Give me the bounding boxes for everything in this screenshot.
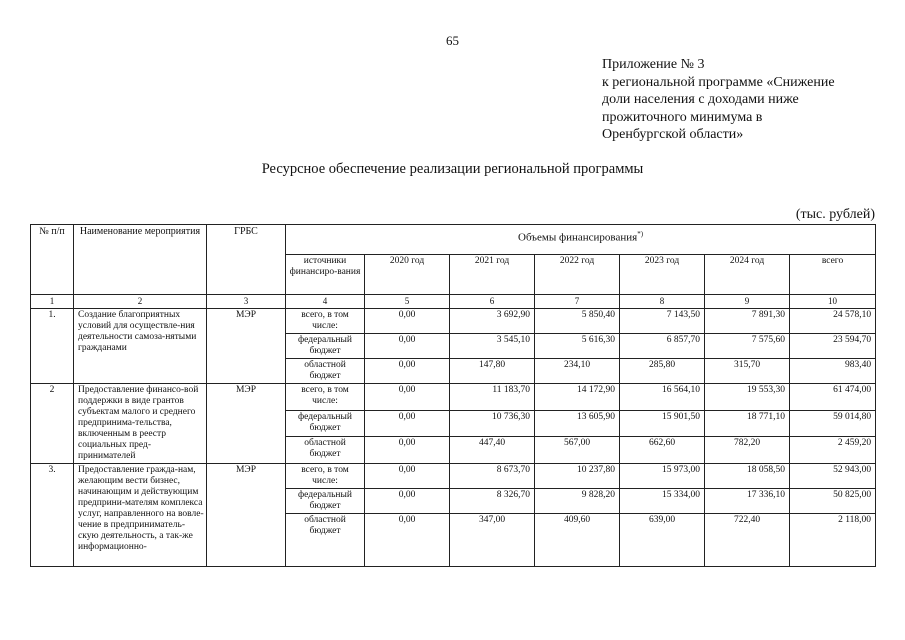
row-grbs: МЭР bbox=[207, 384, 286, 464]
document-title: Ресурсное обеспечение реализации региональной программы bbox=[261, 161, 644, 177]
row-value: 3 692,90 bbox=[450, 309, 535, 334]
header-sources: источники финансиро-вания bbox=[286, 255, 365, 295]
row-value: 0,00 bbox=[365, 514, 450, 567]
row-value: 2 118,00 bbox=[790, 514, 876, 567]
row-value: 14 172,90 bbox=[535, 384, 620, 411]
appendix-line: к региональной программе «Снижение bbox=[602, 74, 835, 90]
row-number: 3. bbox=[31, 464, 74, 567]
row-source: всего, в том числе: bbox=[286, 309, 365, 334]
row-value: 7 575,60 bbox=[705, 334, 790, 359]
row-value: 0,00 bbox=[365, 309, 450, 334]
row-value: 639,00 bbox=[620, 514, 705, 567]
header-year: 2020 год bbox=[365, 255, 450, 295]
row-value: 8 326,70 bbox=[450, 489, 535, 514]
row-source: областной бюджет bbox=[286, 514, 365, 567]
col-number: 9 bbox=[705, 295, 790, 309]
row-name: Предоставление финансо-вой поддержки в виде грантов субъектам малого и среднего предпринима-тельства, включенным в реестр социальных пред-принимателей bbox=[74, 384, 207, 464]
row-value: 234,10 bbox=[535, 359, 620, 384]
header-year: 2021 год bbox=[450, 255, 535, 295]
header-total: всего bbox=[790, 255, 876, 295]
row-value: 3 545,10 bbox=[450, 334, 535, 359]
row-source: федеральный бюджет bbox=[286, 410, 365, 437]
row-value: 13 605,90 bbox=[535, 410, 620, 437]
row-value: 0,00 bbox=[365, 464, 450, 489]
header-year: 2023 год bbox=[620, 255, 705, 295]
header-volumes-mark: *) bbox=[637, 230, 644, 238]
row-value: 0,00 bbox=[365, 410, 450, 437]
row-source: областной бюджет bbox=[286, 359, 365, 384]
row-value: 409,60 bbox=[535, 514, 620, 567]
row-value: 0,00 bbox=[365, 437, 450, 464]
row-value: 19 553,30 bbox=[705, 384, 790, 411]
row-value: 16 564,10 bbox=[620, 384, 705, 411]
header-num: № п/п bbox=[31, 225, 74, 295]
row-value: 285,80 bbox=[620, 359, 705, 384]
row-value: 50 825,00 bbox=[790, 489, 876, 514]
table-row bbox=[31, 384, 876, 411]
row-value: 662,60 bbox=[620, 437, 705, 464]
row-number: 1. bbox=[31, 309, 74, 384]
row-value: 24 578,10 bbox=[790, 309, 876, 334]
col-number: 3 bbox=[207, 295, 286, 309]
header-volumes-label: Объемы финансирования bbox=[518, 231, 638, 244]
row-grbs: МЭР bbox=[207, 464, 286, 567]
table-row bbox=[31, 309, 876, 334]
col-number: 1 bbox=[31, 295, 74, 309]
row-value: 5 616,30 bbox=[535, 334, 620, 359]
row-value: 147,80 bbox=[450, 359, 535, 384]
row-source: федеральный бюджет bbox=[286, 489, 365, 514]
row-name: Предоставление гражда-нам, желающим вести бизнес, начинающим и действующим предприни-мателям комплекса услуг, направленного на вовле-чение в предприниматель-скую деятельность, а так-же информационно- bbox=[74, 464, 207, 567]
row-value: 0,00 bbox=[365, 334, 450, 359]
appendix-line: Приложение № 3 bbox=[602, 57, 705, 72]
appendix-block bbox=[602, 56, 892, 144]
row-value: 347,00 bbox=[450, 514, 535, 567]
row-value: 18 058,50 bbox=[705, 464, 790, 489]
row-value: 17 336,10 bbox=[705, 489, 790, 514]
row-value: 2 459,20 bbox=[790, 437, 876, 464]
page-number: 65 bbox=[446, 33, 459, 48]
header-name: Наименование мероприятия bbox=[74, 225, 207, 295]
header-grbs: ГРБС bbox=[207, 225, 286, 295]
row-value: 315,70 bbox=[705, 359, 790, 384]
row-value: 447,40 bbox=[450, 437, 535, 464]
row-source: областной бюджет bbox=[286, 437, 365, 464]
row-grbs: МЭР bbox=[207, 309, 286, 384]
col-number: 6 bbox=[450, 295, 535, 309]
row-value: 722,40 bbox=[705, 514, 790, 567]
row-value: 983,40 bbox=[790, 359, 876, 384]
row-value: 0,00 bbox=[365, 384, 450, 411]
col-number: 8 bbox=[620, 295, 705, 309]
col-number: 4 bbox=[286, 295, 365, 309]
row-source: всего, в том числе: bbox=[286, 384, 365, 411]
row-value: 61 474,00 bbox=[790, 384, 876, 411]
table-row bbox=[31, 464, 876, 489]
row-value: 782,20 bbox=[705, 437, 790, 464]
col-number: 7 bbox=[535, 295, 620, 309]
appendix-line: прожиточного минимума в bbox=[602, 109, 763, 125]
header-year: 2024 год bbox=[705, 255, 790, 295]
row-value: 567,00 bbox=[535, 437, 620, 464]
resource-table bbox=[30, 224, 876, 567]
header-row bbox=[31, 225, 876, 255]
column-number-row bbox=[31, 295, 876, 309]
row-value: 0,00 bbox=[365, 489, 450, 514]
row-value: 0,00 bbox=[365, 359, 450, 384]
row-value: 59 014,80 bbox=[790, 410, 876, 437]
row-value: 15 973,00 bbox=[620, 464, 705, 489]
row-value: 23 594,70 bbox=[790, 334, 876, 359]
row-value: 10 237,80 bbox=[535, 464, 620, 489]
row-value: 6 857,70 bbox=[620, 334, 705, 359]
row-value: 9 828,20 bbox=[535, 489, 620, 514]
row-value: 8 673,70 bbox=[450, 464, 535, 489]
units-label: (тыс. рублей) bbox=[795, 207, 875, 222]
header-year: 2022 год bbox=[535, 255, 620, 295]
row-value: 7 143,50 bbox=[620, 309, 705, 334]
row-value: 5 850,40 bbox=[535, 309, 620, 334]
col-number: 10 bbox=[790, 295, 876, 309]
row-value: 52 943,00 bbox=[790, 464, 876, 489]
header-volumes bbox=[286, 225, 876, 255]
row-value: 7 891,30 bbox=[705, 309, 790, 334]
row-source: всего, в том числе: bbox=[286, 464, 365, 489]
col-number: 2 bbox=[74, 295, 207, 309]
row-value: 15 334,00 bbox=[620, 489, 705, 514]
row-source: федеральный бюджет bbox=[286, 334, 365, 359]
appendix-line: Оренбургской области» bbox=[602, 127, 744, 142]
row-value: 18 771,10 bbox=[705, 410, 790, 437]
row-name: Создание благоприятных условий для осуществле-ния деятельности самоза-нятыми гражданами bbox=[74, 309, 207, 384]
row-value: 15 901,50 bbox=[620, 410, 705, 437]
col-number: 5 bbox=[365, 295, 450, 309]
row-value: 10 736,30 bbox=[450, 410, 535, 437]
row-number: 2 bbox=[31, 384, 74, 464]
appendix-line: доли населения с доходами ниже bbox=[602, 92, 799, 107]
row-value: 11 183,70 bbox=[450, 384, 535, 411]
